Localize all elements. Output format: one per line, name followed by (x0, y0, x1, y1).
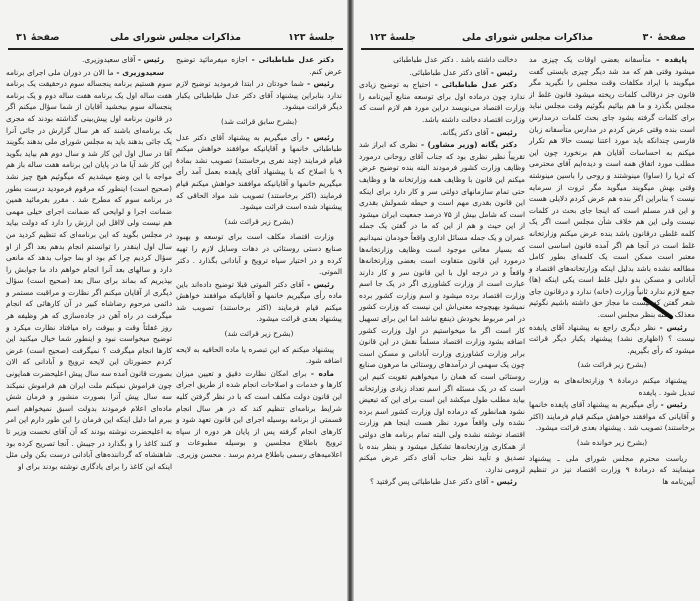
stage-direction (176, 328, 342, 340)
paragraph-text: نظر دیگری راجع به پیشنهاد آقای پایفده نیست ؟ (اظهاری نشد) پیشنهاد یکبار دیگر قرائت میشود که رأی بگیریم. (529, 322, 695, 355)
speaker-name: رئیس - (303, 279, 334, 289)
paragraph (529, 399, 695, 434)
speaker-name: رئیس - (488, 477, 517, 487)
speaker-name: رئیس - (135, 55, 164, 64)
paragraph (176, 231, 342, 277)
paragraph-text: برای امکان نظارت دقیق و تعیین میزان کارها و خدمات و اصلاحات انجام شده از طریق اجرای این قانون دولت مکلف است که با در نظر گرفتن کلیه شرایط برنامه‌ای تنظیم کند که در هر سال انجام قسمتی از برنامه بوسیله اجرای این قانون تعهد شود و کارهای انجام گرفته پس از پایان هر دوره از سپاه ترویج باطلاع مجلسین و بوسیله مطبوعات و اعلامیه‌های رسمی باطلاع مردم برسد . محسن وزیری. (176, 368, 342, 459)
publication-title: مذاکرات مجلس شورای ملی (462, 32, 593, 43)
paragraph-text: احتیاج به توضیح زیادی ندارد چون درماده اول برای توسعه منابع آیین‌نامه را وزارت اقتصاد می‌نویسد دراین مورد هم لازم است که وزارت اقتصاد دخالت داشته باشد. (359, 80, 525, 124)
speaker-name: دکتر عدل طباطبائی - (430, 80, 517, 90)
paragraph (529, 453, 695, 488)
speaker-name: رئیس - (655, 322, 687, 332)
text-column-left (359, 54, 525, 489)
stage-direction (529, 359, 695, 371)
session-number: جلسهٔ ۱۲۳ (288, 32, 335, 43)
stage-direction (529, 437, 695, 449)
paragraph-text: آقای دکتر یگانه. (440, 127, 489, 137)
paragraph (359, 67, 525, 79)
paragraph-text: نظری که ابراز شد تقریباً نظیر نظری بود که جناب آقای روحانی درمورد وظایف وزارت کشور فرمودند البته بنده توضیح عرض میکنم این قانون با وظایف همه وزارتخانه ها و وظایف حتی تمام سازمانهای دولتی سر و کار دارد برای اینکه این قانون بقدری مهم است و حیطه شمولش بقدری است که شامل بیش از ۷۵ درصد جمعیت ایران میشود از این حیث و هم از این که ما در گفتن یک جمله عمران و یک جمله مسائل اداری واقعاً خودمان نمیدانیم که بسیار معانی موجود است وظایف وزارتخانه‌ها درمورد این قانون متفاوت است بعضی وزارتخانه‌ها واقعاً و در درجه اول با این قانون سر و کار دارند عبارت است از وزارت کشاورزی اگر در یک جا اسم وزارت اقتصاد برده میشود و اسم وزارت کشور برده نمیشود بهیچوجه معنی‌اش این نیست که وزارت کشور در امر مربوط بخودش ذینفع نباشد اما این برای تسهیل کار است اگر ما میخواستیم در اول وزارت کشور اضافه بشود وزارت اقتصاد مسلماً نقش در این قانون برابر وزارت کشاورزی وزارت آبادانی و مسکن است چون یک سهمی از درآمدهای روستائی ما مرهون صنایع روستائی است که همان را میخواهیم تقویت کنیم این است که در یک مسئله اگر اسم تعداد زیادی وزارتخانه بیاید مطلب طول میکشد این است برای این که تبعیض نشود همانطور که درماده اول وزارت کشور اسم برده نشده ولی واقعاً مورد نظر هست اینجا هم وزارت اقتصاد نوشته نشده ولی البته تمام برنامه های دولتی از همکاری وزارتخانه‌ها تشکیل میشود و بنظر بنده با تصدیق و تأیید نظر جناب آقای دکتر عرض میکنم لزومی ندارد. (359, 140, 525, 474)
paragraph-text: آقای دکتر عدل طباطبائی پس گرفتید ؟ (369, 477, 489, 487)
speaker-name: رئیس - (303, 79, 334, 89)
paragraph-text: رأی میگیریم به پیشنهاد آقای دکتر عدل طباطبائی خانمها و آقایانیکه موافقند خواهش میکنم قیام فرمایند (چند نفری برخاستند) تصویب نشد بمادهٔ ۹ با اصلاح که با پیشنهاد آقای پایفده بعمل آمد رأی میگیریم خانمها و آقایانیکه موافقند خواهش میکنم قیام فرمایند (اکثر برخاستند) تصویب شد مواد الحاقی که پیشنهاد شده است قرائت میشود. (176, 132, 342, 212)
speaker-name: رئیس - (488, 67, 517, 77)
paragraph-text: (بشرح زیر قرائت شد) (577, 360, 647, 370)
paragraph-text: (بشرح زیر قرائت شد) (224, 216, 294, 226)
speaker-name: رئیس - (488, 127, 517, 137)
paragraph-text: وزارت اقتصاد مکلف است برای توسعه و بهبود صنایع دستی روستائی در دهات وسایل لازم را تهیه کرده و در اختیار سپاه ترویج و آبادانی بگذارد . دکتر الموتی. (176, 232, 342, 277)
paragraph (359, 127, 525, 139)
paragraph (176, 54, 342, 77)
paragraph (176, 279, 342, 325)
page-header (361, 32, 694, 50)
paragraph (529, 54, 695, 321)
speaker-name: پایفده - (650, 55, 687, 64)
stage-direction (176, 216, 342, 228)
paragraph (176, 78, 342, 113)
paragraph-text: پیشنهاد میکنم که این تبصره یا ماده الحاقیه به لایحه اضافه شود. (176, 344, 342, 366)
speaker-name: سعیدوزیری - (113, 67, 164, 77)
paragraph-text: (بشرح زیر قرائت شد) (224, 329, 294, 339)
speaker-name: رئیس - (302, 132, 334, 142)
paragraph-text: رأی میگیریم به پیشنهاد آقای پایفده خانمها و آقایانی که موافقند خواهش میکنم قیام فرمایند (اکثر برخاستند) تصویب شد . پیشنهاد بعدی قرائت میشود. (529, 400, 695, 433)
stage-direction (176, 116, 342, 128)
session-number: جلسهٔ ۱۲۳ (369, 32, 416, 43)
paragraph (359, 139, 525, 475)
publication-title: مذاکرات مجلس شورای ملی (110, 32, 241, 43)
paragraph-text: (بشرح زیر خوانده شد) (576, 438, 648, 447)
text-column-right (176, 54, 342, 462)
paragraph (176, 368, 342, 461)
text-column-left (6, 54, 172, 473)
page-number: صفحهٔ ۳۱ (16, 32, 60, 43)
paragraph-text: آقای دکتر الموتی قبلا توضیح داده‌اند باین ماده رأی میگیریم خانمها و آقایانیکه موافقند خواهش میکنم قیام فرمایند (اکثر برخاستند) تصویب شد پیشنهاد بعدی قرائت میشود. (176, 279, 342, 324)
page-header (8, 32, 343, 50)
paragraph-text: متأسفانه بعضی اوقات یک چیزی مد میشود وقتی هم که مد شد دیگر چیزی بایستی گفت میگویند با ایراد مکلفات وقت مجلس را نگیرید مگر قانون جز درقالب کلمات ریخته میشود قانون غلط از مجلس بگذرد و ما هم بیائیم بگوئیم وقت مجلس نباید برای کلمات گرفته بشود جای بحث کلمات درمدارس است بنده وقتی عرض کردم در مدارس متأسفانه زبان فارسی چندانکه باید مورد اعتنا نیست حالا هم تکرار میکنم به احساسات آقایان هم برنخورد چون این مطلب مورد اتفاق همه است و دیده‌ایم آقای محترمی که ثریا را (ساوا) مینوشتند و روحی را باسین مینوشته وقتی بهش میگویند میگوید مگر ثروت از سرمایه نیست ؟ بنابراین اگر بنده هم عرض کردم دلایلی هست و این قدر مسلم است که اینجا جای بحث در کلمات نیست ولی این هم خلاف شأن مجلس است اگر یک کلمه غلطی درقانون باشد بنده عرض میکنم وزارتخانه غلط است در آنجا هم اگر آمده قانون اساسی است معتبر است ممکن است یک کلمه‌ای بطور کامل مطالعه نشده باشد بدلیل اینکه وزارتخانه‌های اقتصاد و آبادانی و مسکن بدو دلیل غلط است یکی اینکه (ها) جمع لازم ندارد ثانیاً وزارت (خانه) ندارد و درقانون جای شعر گفتن که نیست ما مجاز حق داشته باشیم نگوئیم معذلک بسته بنظر مجلس است. (529, 55, 695, 320)
paragraph (176, 344, 342, 367)
paragraph-text: اجازه میفرمائید توضیح عرض کنم. (176, 55, 342, 76)
paragraph (176, 132, 342, 213)
page-number: صفحهٔ ۳۰ (642, 32, 686, 43)
paragraph (529, 375, 695, 398)
paragraph (6, 67, 172, 473)
paragraph-text: ریاست محترم مجلس شورای ملی ـ پیشنهاد مینمایند که درمادهٔ ۹ وزارت اقتصاد نیز در تنظیم آیین‌نامه ها (529, 453, 695, 486)
speaker-name: دکتر عدل طباطبائی - (247, 55, 334, 64)
paragraph (6, 54, 172, 66)
paragraph-text: (بشرح سابق قرائت شد) (220, 116, 298, 126)
speaker-name: دکتر یگانه (وزیر مشاور) - (417, 140, 517, 150)
text-column-right (529, 54, 695, 488)
paragraph-text: آقای سعیدوزیری. (82, 55, 136, 64)
speaker-name: ماده - (306, 368, 334, 378)
paragraph (359, 54, 525, 66)
page-31 (0, 0, 349, 601)
speaker-name: رئیس - (657, 400, 687, 410)
paragraph (359, 79, 525, 125)
paragraph-text: ما الان در دوران ملی اجرای برنامه سوم هستیم برنامه پنجساله سوم درحقیقت یک برنامه هفت ساله اول یک برنامه هفت ساله دوم و یک برنامه پنجساله سوم ببخشید آقایان از شما سؤال میکنم اگر در قانون برنامه اول پیش‌بینی گذاشته بودند که مجری یک برنامه‌ای باشند که هر سال گزارش در جائی آنرا یک جائی بدهند باید به مجلس شورای ملی بدهند بگویند آقا در سال اول این کار شد و سال دوم هم بیاید بگوید این کار شد آیا ما در پایان این برنامه هفت ساله باز هم مواجه با این وضع میشدیم که میگوئیم هیچ چیز نشد (صحیح است) اینطور که مرقوم فرمودید درست بطور در برنامه سوم که مطرح شد . مقرر بفرمائید همین ضمانت اجرا و لوایحی که ضمانت اجرای خیلی مهمی هم نیست ولی لااقل این ارزش را دارد که دولت بیاید در مجلس بگوید که این برنامه‌ای که تنظیم کردید من سال اول اینقدر را توانستم انجام بدهم بعد اگر از او سؤال کردیم چرا کم بود او بما جواب بدهد که مانعی دارد و سالهای بعد آنرا انجام خواهم داد ما جوابش را بپذیریم که بماند برای سال بعد (صحیح است) سؤال دیگری از آقایان میکنم اگر نظارت و مراقبت مستمر و دائمی مرحوم رضاشاه کبیر در آن کارهائی که انجام میگرفت در راه آهن در جاده‌سازی که هر وظیفه هر روز غفلتاً وقت و بیوقت راه میافتاد نظارت میکرد و توضیح میخواست نبود و اینطور شما خیال میکنید این کارها انجام میگرفت ؟ نمیگرفت (صحیح است) عرض کردم حضورتان این لایحه ترویج و آبادانی که الان بصورت قانون آمده سه سال پیش اعلیحضرت همایونی چون فراموش نمیکنم ملت ایران هم فراموش نمیکند سه سال پیش آنرا بصورت منشور و فرمان شش ماده‌ای اعلام فرمودند بدولت اسبق نمیخواهم اسم ببرم اما دلیل اینکه این فرمان را این طور دارم این امر به اعلیحضرت نوشته بودند که آن آقای نخست وزیر تا کنند کاغذ را و بگذارد در جیبش . آنجا تصریح کرده بود شاهنشاه که گرداننده‌های آبادانی درست بکن ولی مثل اینکه این کاغذ را برای یادگاری نوشته بودند برای او (6, 67, 172, 471)
paragraph-text: دخالت داشته باشد . دکتر عدل طباطبائی (393, 55, 517, 64)
paragraph (529, 322, 695, 357)
paragraph-text: آقای دکتر عدل طباطبائی. (409, 67, 489, 77)
paragraph-text: پیشنهاد میکنم درمادهٔ ۹ وزارتخانه‌های به وزارت تبدیل شود . پایفده (529, 376, 695, 397)
paragraph-text: شما خودتان در ابتدا فرمودید توضیح لازم ندارد بنابراین پیشنهاد آقای دکتر عدل طباطبائی یکبار دیگر قرائت میشود. (176, 79, 342, 112)
paragraph (359, 476, 525, 488)
